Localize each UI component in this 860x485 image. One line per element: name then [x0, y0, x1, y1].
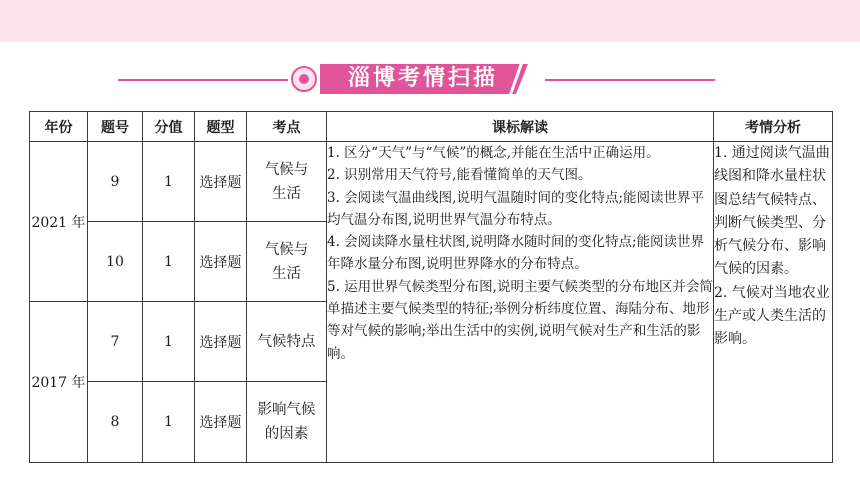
topic-cell: 气候与 生活 — [247, 222, 327, 302]
header-curriculum: 课标解读 — [327, 112, 714, 142]
topic-cell: 气候与 生活 — [247, 142, 327, 222]
section-title-badge — [290, 62, 530, 96]
curriculum-item: 1. 区分“天气”与“气候”的概念,并能在生活中正确运用。 — [327, 145, 660, 161]
topic-cell: 气候特点 — [247, 302, 327, 382]
curriculum-cell — [327, 142, 714, 463]
curriculum-item: 5. 运用世界气候类型分布图,说明主要气候类型的分布地区并会简单描述主要气候类型的特征;举例分析纬度位置、海陆分布、地形等对气候的影响;举出生活中的实例,说明气候对生产和生活的影响。 — [327, 278, 713, 362]
number-cell: 10 — [88, 222, 143, 302]
number-cell: 9 — [88, 142, 143, 222]
header-year: 年份 — [30, 112, 88, 142]
curriculum-item: 4. 会阅读降水量柱状图,说明降水随时间的变化特点;能阅读世界年降水量分布图,说明世界降水的分布特点。 — [327, 234, 705, 273]
type-cell: 选择题 — [195, 222, 247, 302]
analysis-item: 1. 通过阅读气温曲线图和降水量柱状图总结气候特点、判断气候类型、分析气候分布、影响气候的因素。 — [714, 145, 830, 278]
analysis-item: 2. 气候对当地农业生产或人类生活的影响。 — [714, 284, 830, 348]
score-cell: 1 — [143, 142, 195, 222]
score-cell: 1 — [143, 302, 195, 382]
year-cell: 2021 年 — [30, 142, 88, 302]
header-number: 题号 — [88, 112, 143, 142]
analysis-cell — [714, 142, 833, 463]
curriculum-item: 3. 会阅读气温曲线图,说明气温随时间的变化特点;能阅读世界平均气温分布图,说明世界气温分布特点。 — [327, 189, 705, 228]
top-color-band — [0, 0, 860, 42]
title-rule-right — [545, 79, 715, 81]
table-row — [30, 142, 833, 222]
topic-cell: 影响气候 的因素 — [247, 382, 327, 463]
exam-analysis-table — [29, 111, 833, 463]
section-title-bar — [0, 60, 860, 100]
type-cell: 选择题 — [195, 142, 247, 222]
type-cell: 选择题 — [195, 382, 247, 463]
table-header-row — [30, 112, 833, 142]
type-cell: 选择题 — [195, 302, 247, 382]
header-type: 题型 — [195, 112, 247, 142]
header-score: 分值 — [143, 112, 195, 142]
curriculum-item: 2. 识别常用天气符号,能看懂简单的天气图。 — [327, 167, 592, 184]
header-topic: 考点 — [247, 112, 327, 142]
header-analysis: 考情分析 — [714, 112, 833, 142]
number-cell: 7 — [88, 302, 143, 382]
number-cell: 8 — [88, 382, 143, 463]
year-cell: 2017 年 — [30, 302, 88, 463]
score-cell: 1 — [143, 222, 195, 302]
score-cell: 1 — [143, 382, 195, 463]
section-title: 淄博考情扫描 — [347, 66, 498, 91]
title-rule-left — [118, 79, 288, 81]
